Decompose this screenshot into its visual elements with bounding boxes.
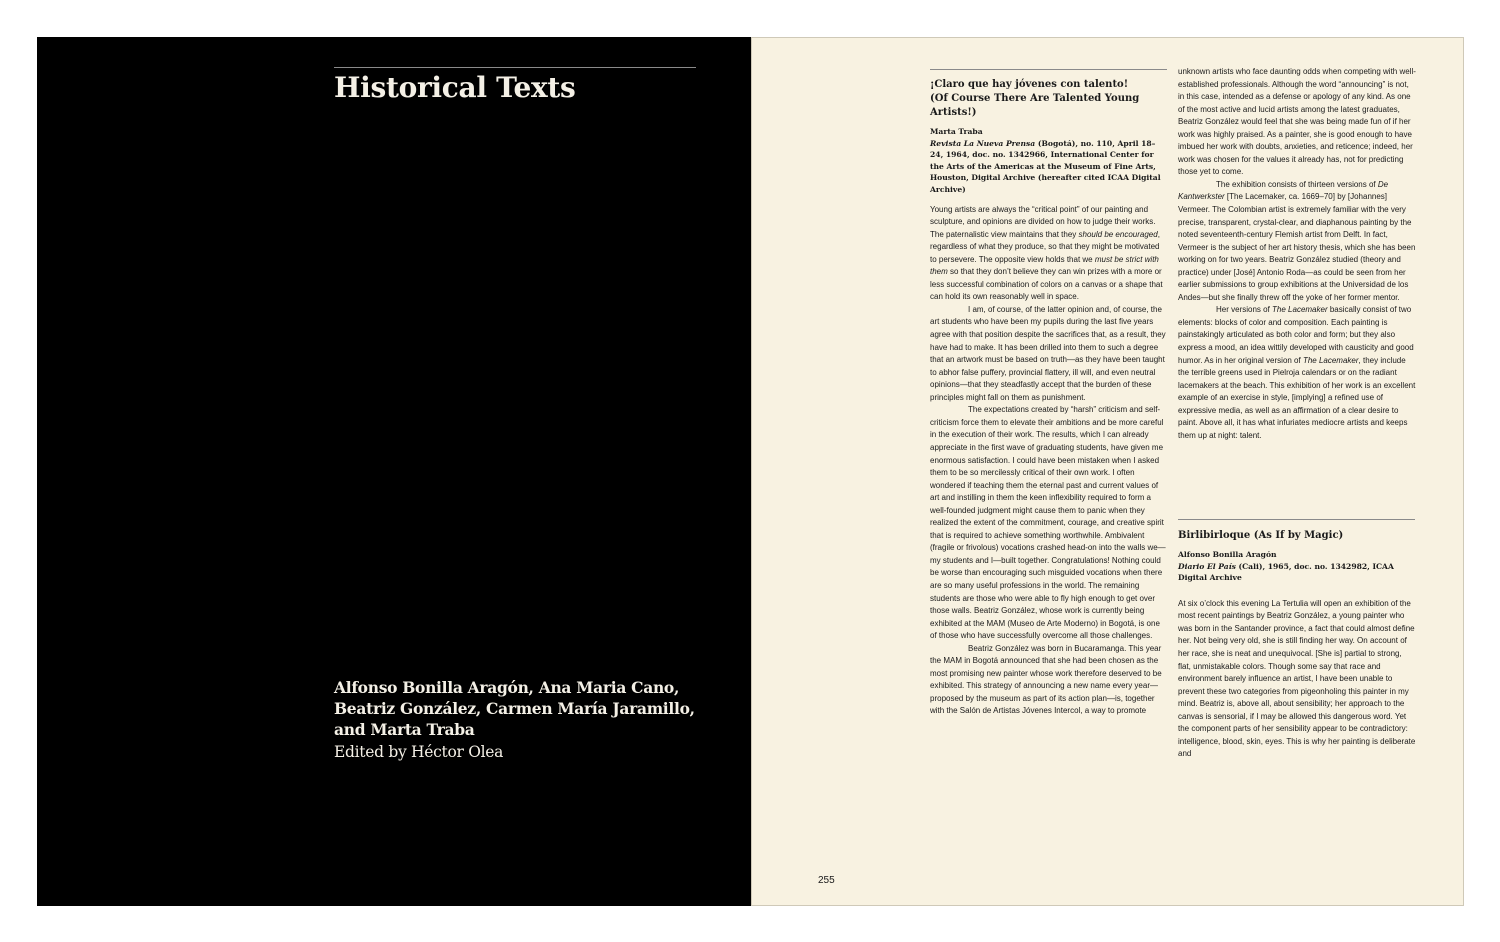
- article2: [1178, 529, 1416, 761]
- article1-paragraph-6: [1178, 179, 1416, 304]
- article1-paragraph-2: I am, of course, of the latter opinion and, of course, the art students who have been my pupils during the last five years agree with that position despite the sacrifices that, as a result, they have had to make. It has been drilled into them to such a degree that an artwork must be based on truth—as they have been taught to abhor false puffery, provincial flattery, ill will, and even neutral opinions—that they steadfastly accept that the burden of these principles might fall on them as punishment.: [930, 304, 1166, 402]
- article2-body: [1178, 598, 1416, 761]
- article1-title-en: (Of Course There Are Talented Young Artists!): [930, 93, 1140, 118]
- article2-title: Birlibirloque (As If by Magic): [1178, 530, 1344, 541]
- article2-source-rest: (Cali), 1965, doc. no. 1342982, ICAA Digital Archive: [1178, 561, 1394, 583]
- page-number: 255: [818, 875, 835, 886]
- article2-author: Alfonso Bonilla Aragón: [1178, 550, 1277, 559]
- article1-author: Marta Traba: [930, 127, 983, 136]
- emphasis: must be strict with them: [930, 254, 1159, 277]
- article1-paragraph-1: [930, 204, 1167, 304]
- article1-body-2: [1178, 66, 1416, 442]
- article1-paragraph-5: unknown artists who face daunting odds when competing with well-established professionals. Although the word “announcing” is not, in this case, intended as a defense or apology of any kind. As one of the most active and lucid artists among the latest graduates, Beatriz González would feel that she was being made fun of if her work was highly praised. As a painter, she is good enough to have imbued her work with doubts, anxieties, and reticence; indeed, her work was chosen for the values it already has, not for predicting those yet to come.: [1178, 67, 1416, 177]
- emphasis: should be encouraged: [1078, 229, 1158, 239]
- title-rule: [334, 67, 696, 68]
- emphasis: The Lacemaker: [1302, 355, 1359, 365]
- article1-paragraph-4: Beatriz González was born in Bucaramanga. This year the MAM in Bogotá announced that she had been chosen as the most promising new painter whose work therefore deserved to be exhibited. This strategy of announcing a new name every year—proposed by the museum as part of its action plan—is, together with the Salón de Artistas Jóvenes Intercol, a way to promote: [930, 643, 1162, 716]
- text-run: , they include the terrible greens used in Pielroja calendars or on the radiant lacemakers at the beach. This exhibition of her work is an excellent example of an exercise in style, [implying] a refined use of expressive media, as well as an affirmation of a clear desire to paint. Above all, it has what infuriates mediocre artists and keeps them up at night: talent.: [1178, 355, 1416, 440]
- article-divider: [1178, 519, 1415, 520]
- article1-paragraph-7: [1178, 304, 1416, 442]
- text-run: so that they don’t believe they can win prizes with a more or less successful combination of colors on a canvas or a shape that can hold its own reasonably well in space.: [930, 267, 1163, 302]
- text-run: , regardless of what they produce, so that they might be motivated to persevere. The opposite view holds that we: [930, 229, 1160, 264]
- emphasis: The Lacemaker: [1272, 305, 1328, 315]
- article1-source-journal: Revista La Nueva Prensa: [930, 138, 1036, 148]
- left-page: [37, 37, 751, 906]
- article1-source-rest: (Bogotá), no. 110, April 18–24, 1964, doc. no. 1342966, International Center for the Arts of the Americas at the Museum of Fine Arts, Houston, Digital Archive (hereafter cited ICAA Digital Archive): [930, 138, 1161, 194]
- text-run: basically consist of two elements: blocks of color and composition. Each painting is painstakingly articulated as both color and form; but they also express a mood, an idea wittily developed with causticity and good humor. As in her original version of: [1178, 305, 1414, 365]
- article1-column-1: [930, 69, 1167, 718]
- article1-title: [930, 78, 1167, 120]
- text-run: [The Lacemaker, ca. 1669–70] by [Johannes] Vermeer. The Colombian artist is extremely familiar with the very precise, transparent, crystal-clear, and diaphanous painting by the noted seventeenth-century Flemish artist from Delft. In fact, Vermeer is the subject of her art history thesis, which she has been working on for two years. Beatriz González studied (theory and practice) under [José] Antonio Roda—as could be seen from her earlier submissions to group exhibitions at the Universidad de los Andes—but she finally threw off the yoke of her former mentor.: [1178, 192, 1416, 302]
- text-run: Young artists are always the “critical point” of our painting and sculpture, and opinions are divided on how to judge their works. The paternalistic view maintains that they: [930, 204, 1156, 239]
- section-title: Historical Texts: [334, 71, 576, 104]
- authors-list: Alfonso Bonilla Aragón, Ana Maria Cano, Beatriz González, Carmen María Jaramillo, and Marta Traba: [334, 678, 695, 739]
- article1-paragraph-3: The expectations created by “harsh” criticism and self-criticism force them to elevate their ambitions and be more careful in the execution of their work. The results, which I can already appreciate in the first wave of graduating students, have given me enormous satisfaction. I could have been mistaken when I asked them to be so mercilessly critical of their own work. I often wondered if teaching them the eternal past and current values of art and instilling in them the keen inflexibility required to form a well-founded judgment might cause them to panic when they realized the extent of the commitment, courage, and creative spirit that is required to achieve something worthwhile. Ambivalent (fragile or frivolous) vocations crashed head-on into the walls we—my students and I—built together. Congratulations! Nothing could be worse than encouraging such misguided vocations when there are so many useful professions in the world. The remaining students are those who were able to fly high enough to get over those walls. Beatriz González, whose work is currently being exhibited at the MAM (Museo de Arte Moderno) in Bogotá, is one of those who have successfully overcome all those challenges.: [930, 405, 1166, 641]
- emphasis: De Kantwerkster: [1178, 179, 1389, 202]
- article1-column-2: [1178, 66, 1416, 442]
- article1-title-es: ¡Claro que hay jóvenes con talento!: [930, 79, 1129, 90]
- article2-paragraph-1: At six o’clock this evening La Tertulia will open an exhibition of the most recent paintings by Beatriz González, a young painter who was born in the Santander province, a fact that could almost define her. Not being very old, she is still finding her way. On account of her race, she is neat and unequivocal. [She is] partial to strong, flat, unmistakable colors. Though some say that race and environment barely influence an artist, I have been unable to prevent these two categories from pigeonholing this painter in my mind. Beatriz is, above all, about sensibility; her approach to the canvas is sensorial, if I may be allowed this dangerous word. Yet the component parts of her sensibility appear to be contradictory: intelligence, blood, skin, eyes. This is why her painting is deliberate and: [1178, 598, 1416, 759]
- text-run: The exhibition consists of thirteen versions of: [1216, 179, 1378, 189]
- editor-credit: Edited by Héctor Olea: [334, 743, 504, 761]
- right-page: [751, 37, 1464, 906]
- article2-source-journal: Diario El País: [1178, 561, 1236, 571]
- article1-source: [930, 138, 1167, 196]
- article1-body-1: [930, 204, 1167, 718]
- article2-source: [1178, 561, 1416, 584]
- text-run: Her versions of: [1216, 305, 1273, 315]
